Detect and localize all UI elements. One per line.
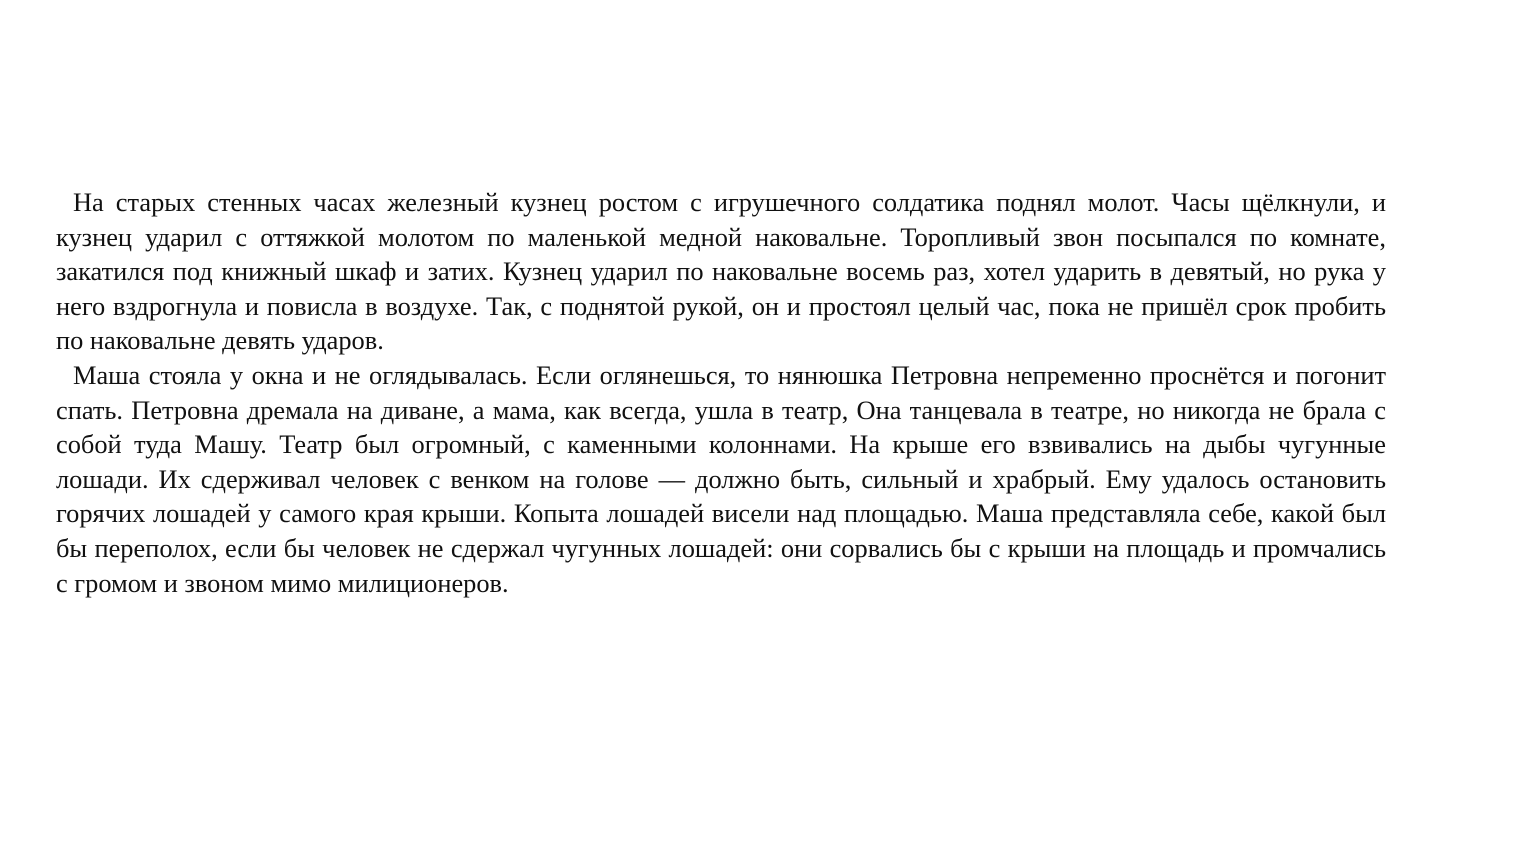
text-body <box>56 185 1386 600</box>
paragraph-1: На старых стенных часах железный кузнец ростом с игрушечного солдатика поднял молот. Часы щёлкнули, и кузнец ударил с оттяжкой молотом по маленькой медной наковальне. Торопливый звон посыпался по комнате, закатился под книжный шкаф и затих. Кузнец ударил по наковальне восемь раз, хотел ударить в девятый, но рука у него вздрогнула и повисла в воздухе. Так, с поднятой рукой, он и простоял целый час, пока не пришёл срок пробить по наковальне девять ударов. <box>56 187 1386 356</box>
paragraph-2: Маша стояла у окна и не оглядывалась. Если оглянешься, то нянюшка Петровна непременно проснётся и погонит спать. Петровна дремала на диване, а мама, как всегда, ушла в театр, Она танцевала в театре, но никогда не брала с собой туда Машу. Театр был огромный, с каменными колоннами. На крыше его взвивались на дыбы чугунные лошади. Их сдерживал человек с венком на голове — должно быть, сильный и храбрый. Ему удалось остановить горячих лошадей у самого края крыши. Копыта лошадей висели над площадью. Маша представляла себе, какой был бы переполох, если бы человек не сдержал чугунных лошадей: они сорвались бы с крыши на площадь и промчались с громом и звоном мимо милиционеров. <box>56 359 1386 598</box>
